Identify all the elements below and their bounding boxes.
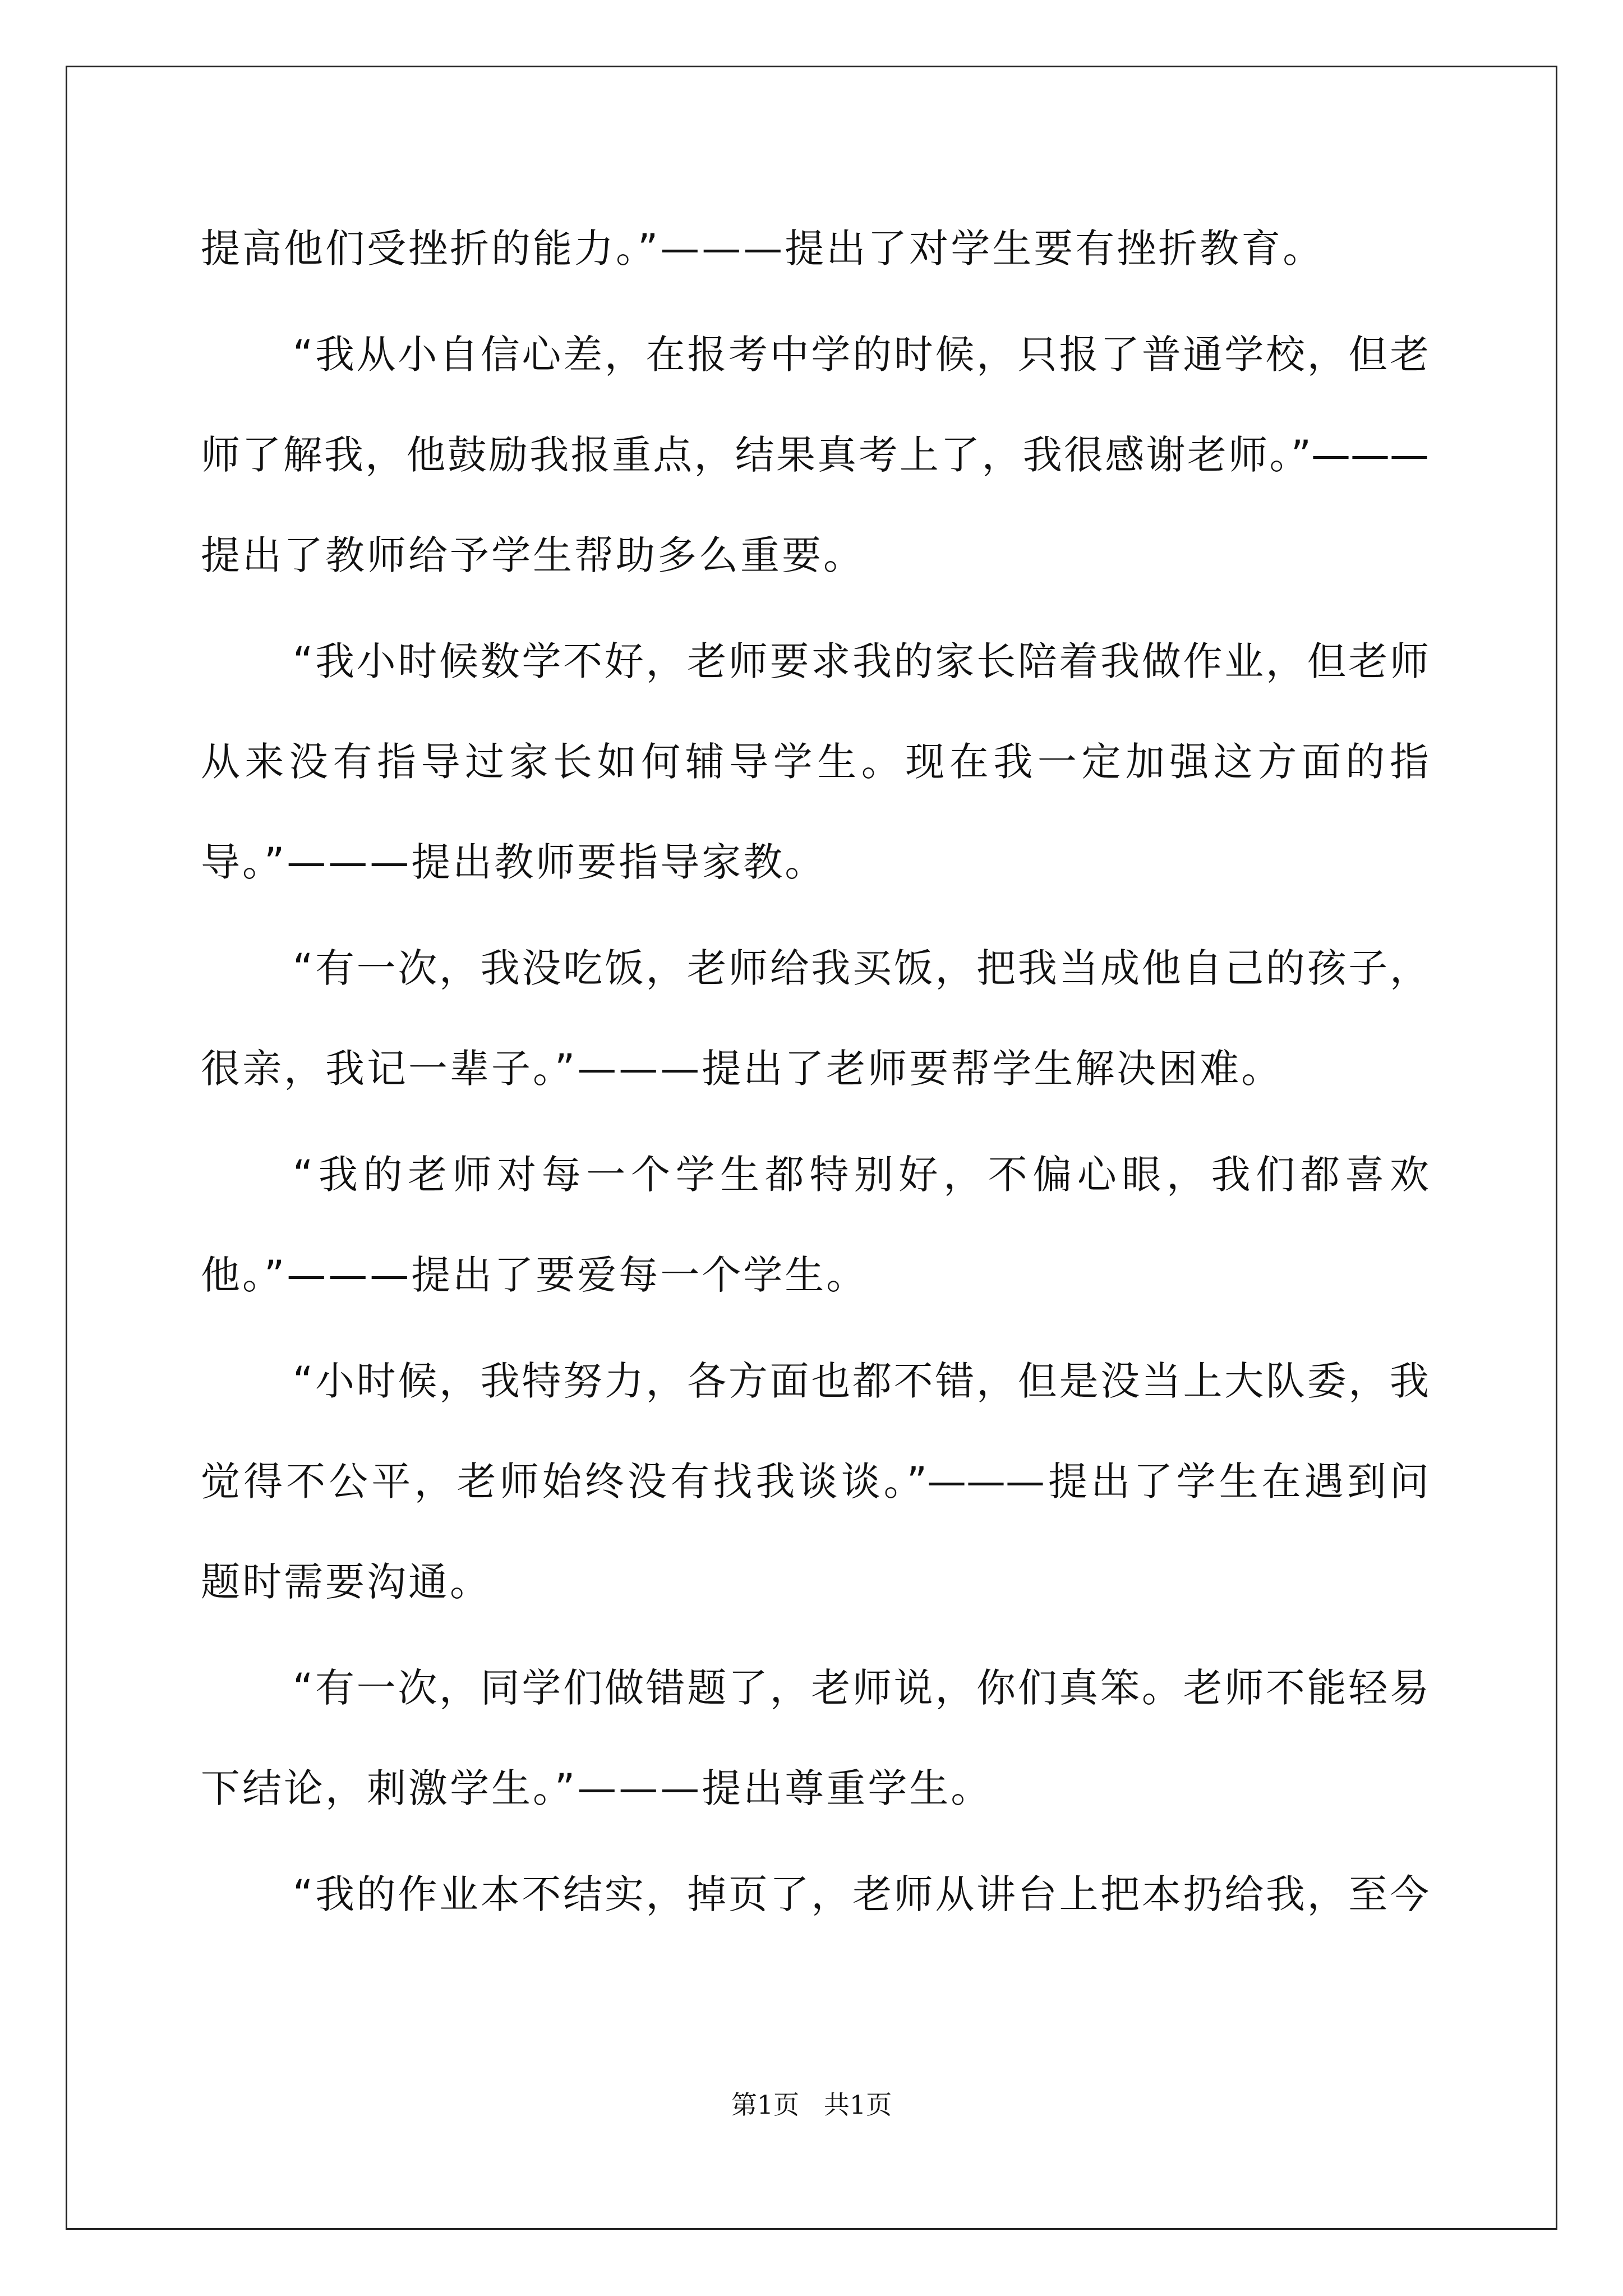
page-footer: 第1页 共1页 — [731, 2090, 892, 2120]
text-line: “有一次，同学们做错题了，老师说，你们真笨。老师不能轻易 — [293, 1665, 1429, 1711]
text-line: 师了解我，他鼓励我报重点，结果真考上了，我很感谢老师。”——— — [201, 432, 1429, 478]
text-line: 他。”———提出了要爱每一个学生。 — [201, 1252, 868, 1298]
text-line: “有一次，我没吃饭，老师给我买饭，把我当成他自己的孩子， — [293, 945, 1429, 991]
text-line: 下结论，刺激学生。”———提出尊重学生。 — [201, 1765, 993, 1811]
text-line: “我的老师对每一个学生都特别好，不偏心眼，我们都喜欢 — [293, 1152, 1429, 1198]
text-line: 觉得不公平，老师始终没有找我谈谈。”———提出了学生在遇到问 — [201, 1458, 1429, 1504]
text-line: “小时候，我特努力，各方面也都不错，但是没当上大队委，我 — [293, 1358, 1429, 1404]
text-line: 提出了教师给予学生帮助多么重要。 — [201, 532, 865, 578]
text-line: “我从小自信心差，在报考中学的时候，只报了普通学校，但老 — [293, 332, 1429, 378]
text-line: 从来没有指导过家长如何辅导学生。现在我一定加强这方面的指 — [201, 739, 1429, 785]
text-line: 题时需要沟通。 — [201, 1559, 491, 1605]
text-line: “我小时候数学不好，老师要求我的家长陪着我做作业，但老师 — [293, 638, 1429, 684]
text-line: 提高他们受挫折的能力。”———提出了对学生要有挫折教育。 — [201, 226, 1325, 272]
text-line: 很亲，我记一辈子。”———提出了老师要帮学生解决困难。 — [201, 1046, 1283, 1092]
text-line: “我的作业本不结实，掉页了，老师从讲台上把本扔给我，至今 — [293, 1871, 1429, 1917]
text-line: 导。”———提出教师要指导家教。 — [201, 839, 827, 885]
